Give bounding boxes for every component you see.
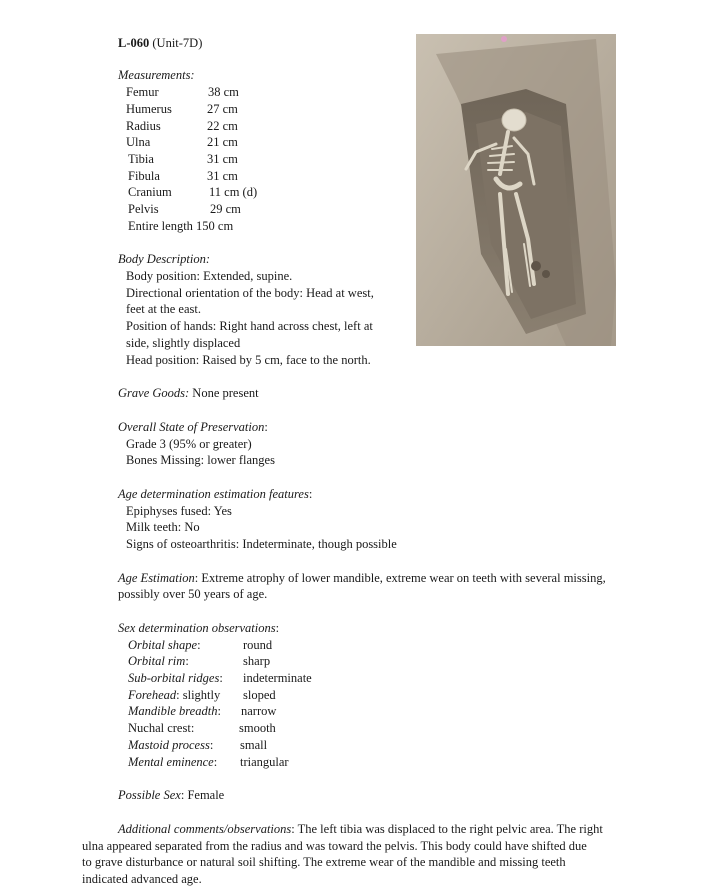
sex-obs-label-text: Orbital rim [128, 654, 186, 668]
sex-obs-label-suffix: : [209, 738, 214, 752]
record-id: L-060 [118, 36, 150, 50]
additional-line4: indicated advanced age. [82, 872, 202, 886]
record-title [118, 36, 202, 51]
age-features-heading-text: Age determination estimation features [118, 487, 309, 501]
measure-value-pelvis: 29 cm [210, 202, 241, 216]
sex-obs-label-suffix: : slightly [176, 688, 221, 702]
age-estimation-line2: possibly over 50 years of age. [118, 587, 268, 601]
body-position: Body position: Extended, supine. [126, 269, 293, 283]
additional-line3: to grave disturbance or natural soil shifting. The extreme wear of the mandible and missing teeth [82, 855, 566, 869]
measure-value-radius: 22 cm [207, 119, 238, 133]
body-description-heading: Body Description: [118, 252, 210, 266]
age-osteoarthritis: Signs of osteoarthritis: Indeterminate, though possible [126, 537, 397, 551]
age-milk-teeth: Milk teeth: No [126, 520, 200, 534]
record-unit: (Unit-7D) [152, 36, 203, 50]
sex-obs-value-orbital-shape: round [243, 638, 273, 652]
age-epiphyses: Epiphyses fused: Yes [126, 504, 232, 518]
age-features-heading-colon: : [308, 487, 313, 501]
sex-obs-label-nuchal-crest [128, 721, 194, 736]
sex-obs-label-mastoid-process [128, 738, 213, 753]
additional-line1 [118, 822, 603, 837]
sex-obs-label-suffix: : [217, 704, 221, 718]
age-features-heading [118, 487, 312, 502]
additional-label: Additional comments/observations [118, 822, 292, 836]
possible-sex-value: : Female [180, 788, 225, 802]
preservation-heading-text: Overall State of Preservation [118, 420, 265, 434]
sex-obs-label-text: Mastoid process [128, 738, 210, 752]
sex-obs-label-text: Orbital shape [128, 638, 198, 652]
age-estimation-line1 [118, 571, 606, 586]
preservation-grade: Grade 3 (95% or greater) [126, 437, 252, 451]
age-estimation-label: Age Estimation [118, 571, 195, 585]
measure-value-tibia: 31 cm [207, 152, 238, 166]
sex-obs-label-suffix: : [213, 755, 218, 769]
measure-value-humerus: 27 cm [207, 102, 238, 116]
measurements-heading: Measurements: [118, 68, 195, 82]
sex-obs-label-orbital-shape [128, 638, 201, 653]
sex-obs-label-suffix: : [185, 654, 189, 668]
sex-obs-label-suffix: : [197, 638, 201, 652]
sex-obs-value-mandible-breadth: narrow [241, 704, 277, 718]
sex-observations-heading-colon: : [275, 621, 280, 635]
sex-observations-heading-text: Sex determination observations [118, 621, 276, 635]
sex-obs-label-mandible-breadth [128, 704, 221, 719]
measure-label-radius: Radius [126, 119, 161, 133]
possible-sex [118, 788, 224, 803]
sex-obs-label-orbital-rim [128, 654, 189, 669]
sex-obs-label-text: Mental eminence [128, 755, 214, 769]
grave-goods-value: None present [189, 386, 259, 400]
measure-label-fibula: Fibula [128, 169, 160, 183]
sex-obs-label-forehead [128, 688, 220, 703]
preservation-missing: Bones Missing: lower flanges [126, 453, 275, 467]
age-estimation-text1: : Extreme atrophy of lower mandible, extreme wear on teeth with several missing, [194, 571, 606, 585]
body-hands-line1: Position of hands: Right hand across chest, left at [126, 319, 373, 333]
additional-line2: ulna appeared separated from the radius and was toward the pelvis. This body could have shifted due [82, 839, 587, 853]
additional-text1: : The left tibia was displaced to the right pelvic area. The right [291, 822, 603, 836]
sex-obs-label-text: Mandible breadth [128, 704, 218, 718]
measure-label-ulna: Ulna [126, 135, 151, 149]
grave-goods-label: Grave Goods: [118, 386, 190, 400]
sex-obs-value-orbital-rim: sharp [243, 654, 271, 668]
body-orientation-line2: feet at the east. [126, 302, 201, 316]
sex-obs-label-sub-orbital-ridges [128, 671, 223, 686]
body-orientation-line1: Directional orientation of the body: Head at west, [126, 286, 374, 300]
measure-value-cranium: 11 cm (d) [209, 185, 258, 199]
burial-photo-drawing [416, 34, 616, 346]
sex-obs-label-text: Forehead [128, 688, 177, 702]
preservation-heading-colon: : [264, 420, 268, 434]
measure-label-humerus: Humerus [126, 102, 172, 116]
sex-obs-value-mental-eminence: triangular [240, 755, 289, 769]
preservation-heading [118, 420, 268, 435]
body-head-position: Head position: Raised by 5 cm, face to the north. [126, 353, 371, 367]
possible-sex-label: Possible Sex [118, 788, 181, 802]
measure-value-fibula: 31 cm [207, 169, 238, 183]
sex-obs-value-sub-orbital-ridges: indeterminate [243, 671, 312, 685]
measure-value-femur: 38 cm [208, 85, 239, 99]
sex-obs-label-text: Sub-orbital ridges [128, 671, 220, 685]
measure-label-tibia: Tibia [128, 152, 154, 166]
sex-obs-value-nuchal-crest: smooth [239, 721, 276, 735]
sex-obs-value-mastoid-process: small [240, 738, 268, 752]
measure-label-cranium: Cranium [128, 185, 172, 199]
sex-obs-value-forehead: sloped [243, 688, 276, 702]
body-hands-line2: side, slightly displaced [126, 336, 241, 350]
burial-photo [416, 34, 616, 346]
measure-entire-length: Entire length 150 cm [128, 219, 234, 233]
sex-obs-label-mental-eminence [128, 755, 217, 770]
grave-goods [118, 386, 259, 401]
measure-label-femur: Femur [126, 85, 159, 99]
measure-value-ulna: 21 cm [207, 135, 238, 149]
measure-label-pelvis: Pelvis [128, 202, 159, 216]
sex-obs-label-text: Nuchal crest: [128, 721, 195, 735]
sex-observations-heading [118, 621, 279, 636]
sex-obs-label-suffix: : [219, 671, 223, 685]
